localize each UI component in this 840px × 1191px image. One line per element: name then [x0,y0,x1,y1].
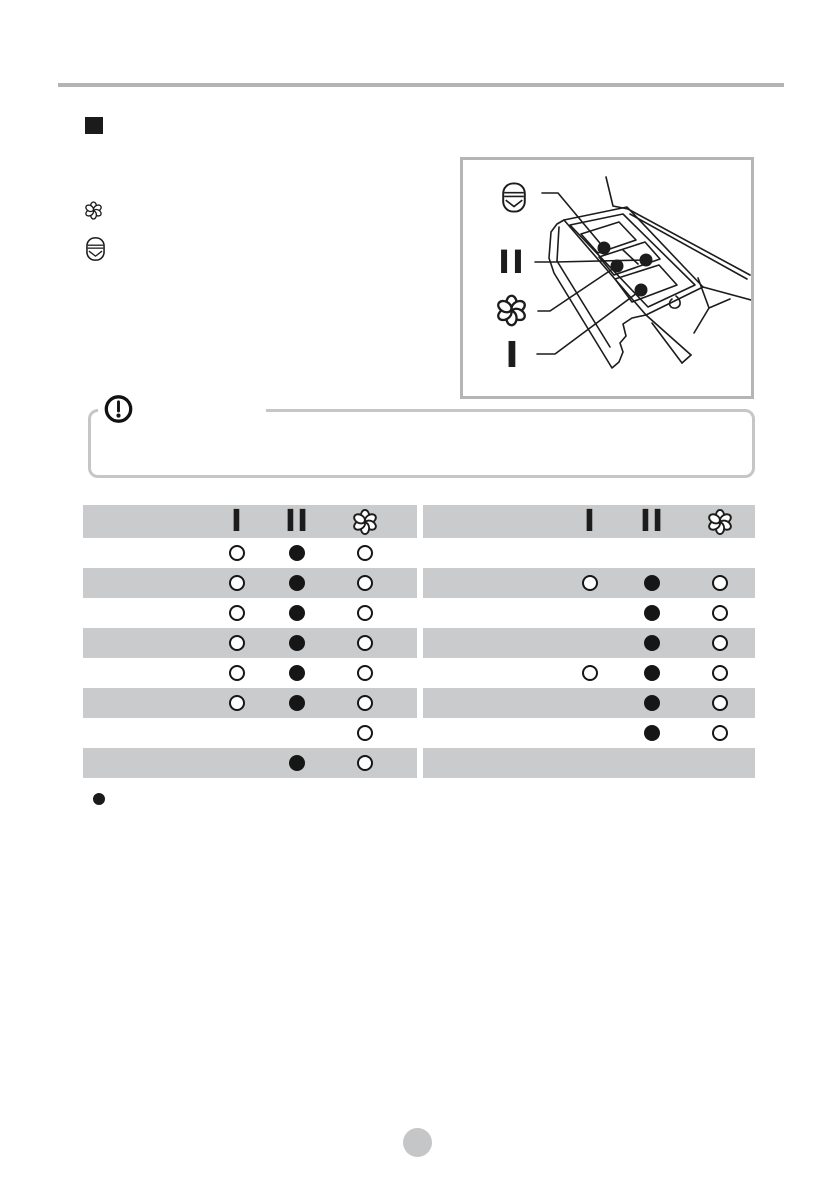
open-marker [712,725,728,741]
program-row [83,628,417,658]
program-row [423,598,755,628]
table-body [83,538,417,778]
open-marker [712,695,728,711]
filled-marker [644,695,660,711]
open-marker [229,695,245,711]
filled-marker [289,635,305,651]
program-row [423,688,755,718]
filled-marker [289,665,305,681]
open-marker [712,605,728,621]
open-marker [582,575,598,591]
filled-marker [644,725,660,741]
detergent-drawer-icon [86,236,105,262]
open-marker [357,665,373,681]
section-heading-square-icon [85,117,103,134]
filled-marker [289,545,305,561]
program-row [83,658,417,688]
open-marker [357,725,373,741]
program-row [423,748,755,778]
open-marker [229,665,245,681]
open-marker [357,695,373,711]
program-table-left [83,505,417,778]
open-marker [357,575,373,591]
open-marker [357,755,373,771]
program-row [423,718,755,748]
open-marker [229,575,245,591]
program-row [83,538,417,568]
detergent-drawer-icon [502,182,526,213]
program-row [83,568,417,598]
program-row [423,538,755,568]
note-box [88,409,755,478]
table-header [423,505,755,538]
exclamation-icon [103,393,134,425]
compartment-ii-symbol: II [498,243,526,281]
drawer-figure [460,157,754,399]
program-row [83,718,417,748]
header-divider-rule [58,83,784,87]
softener-flower-icon [84,201,103,220]
open-marker [357,635,373,651]
table-body [423,538,755,778]
column-i-symbol: I [583,503,597,539]
open-marker [712,665,728,681]
filled-marker [644,665,660,681]
column-ii-symbol: II [284,503,310,539]
filled-marker [644,605,660,621]
softener-flower-icon [495,294,528,327]
filled-marker [644,575,660,591]
open-marker [229,635,245,651]
filled-marker [289,575,305,591]
program-row [423,658,755,688]
filled-marker [644,635,660,651]
open-marker [712,575,728,591]
program-row [83,598,417,628]
column-softener-flower-icon [707,508,734,535]
filled-marker [289,605,305,621]
program-row [83,748,417,778]
open-marker [582,665,598,681]
page-number-badge [403,1128,432,1157]
program-row [83,688,417,718]
column-softener-flower-icon [352,508,379,535]
filled-marker [289,695,305,711]
open-marker [229,545,245,561]
program-row [423,628,755,658]
table-header [83,505,417,538]
filled-marker [289,755,305,771]
open-marker [357,605,373,621]
open-marker [712,635,728,651]
open-marker [357,545,373,561]
program-table-right [423,505,755,778]
column-i-symbol: I [230,503,244,539]
legend-filled-dot-icon [93,793,105,805]
column-ii-symbol: II [639,503,665,539]
program-row [423,568,755,598]
compartment-i-symbol: I [505,334,519,376]
open-marker [229,605,245,621]
